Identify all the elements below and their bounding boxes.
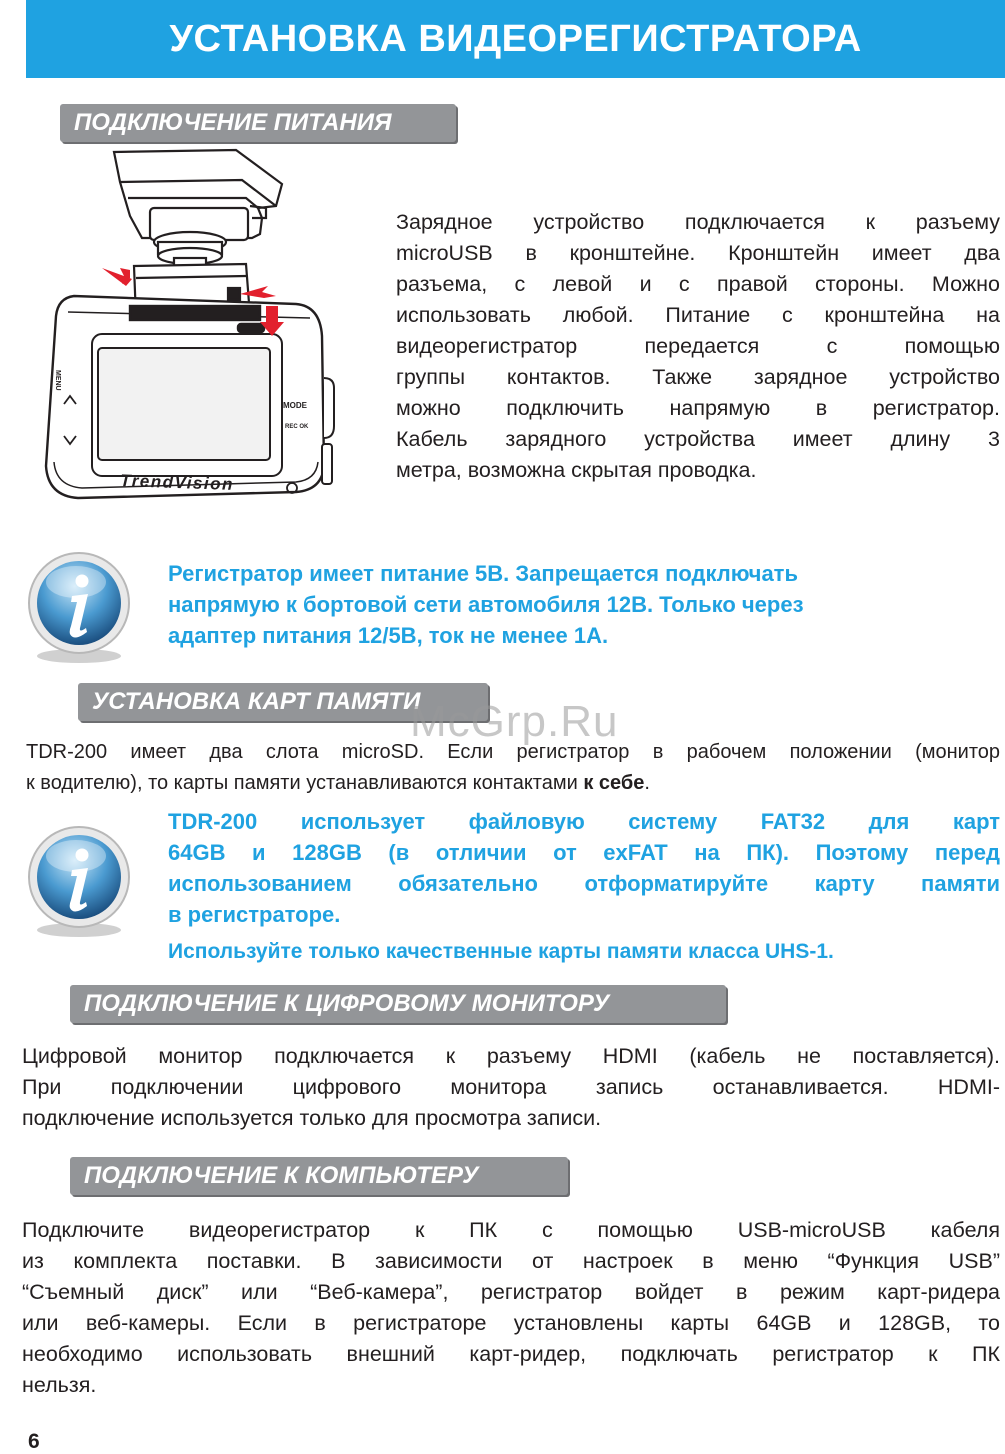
- power-note-line-3: адаптер питания 12/5В, ток не менее 1А.: [168, 623, 609, 648]
- info-icon: [24, 548, 134, 666]
- mode-label: MODE: [283, 401, 307, 410]
- memory-note-line-4: в регистраторе.: [168, 902, 341, 927]
- memory-note-line-2: 64GB и 128GB (в отличии от exFAT на ПК). Поэтому перед: [168, 840, 1000, 865]
- power-line-2: microUSB в кронштейне. Кронштейн имеет два: [396, 241, 1000, 265]
- memory-line-2-bold: к себе: [583, 772, 645, 794]
- section-heading-monitor-label: ПОДКЛЮЧЕНИЕ К ЦИФРОВОМУ МОНИТОРУ: [84, 990, 610, 1017]
- page-title: УСТАНОВКА ВИДЕОРЕГИСТРАТОРА: [169, 17, 862, 60]
- memory-line-1: TDR-200 имеет два слота microSD. Если регистратор в рабочем положении (монитор: [26, 741, 1000, 763]
- menu-label: MENU: [54, 370, 61, 391]
- power-line-4: использовать любой. Питание с кронштейна на: [396, 303, 1000, 327]
- computer-line-6: нельзя.: [22, 1373, 97, 1397]
- computer-line-5: необходимо использовать внешний карт-ридер, подключать регистратор к ПК: [22, 1342, 1000, 1366]
- memory-line-2: [26, 768, 1000, 799]
- info-icon-2: [24, 822, 134, 940]
- computer-description: [22, 1215, 1000, 1401]
- power-line-3: разъема, с левой и с правой стороны. Можно: [396, 272, 1000, 296]
- monitor-line-3: подключение используется только для просмотра записи.: [22, 1106, 602, 1130]
- page-number: 6: [28, 1430, 40, 1453]
- section-heading-computer: [70, 1157, 568, 1195]
- section-heading-memory-label: УСТАНОВКА КАРТ ПАМЯТИ: [92, 688, 421, 715]
- computer-line-2: из комплекта поставки. В зависимости от настроек в меню “Функция USB”: [22, 1249, 1000, 1273]
- monitor-line-2: При подключении цифрового монитора запись останавливается. HDMI-: [22, 1075, 1000, 1099]
- section-heading-power-label: ПОДКЛЮЧЕНИЕ ПИТАНИЯ: [74, 109, 392, 136]
- power-line-6: группы контактов. Также зарядное устройство: [396, 365, 1000, 389]
- memory-card-class-note: [168, 936, 1004, 967]
- brand-logo: TrendVision: [119, 471, 235, 494]
- power-warning: [168, 558, 1000, 651]
- power-note-line-1: Регистратор имеет питание 5В. Запрещается подключать: [168, 561, 798, 586]
- power-line-8: Кабель зарядного устройства имеет длину 3: [396, 427, 1000, 451]
- power-line-1: Зарядное устройство подключается к разъему: [396, 210, 1000, 234]
- computer-line-1: Подключите видеорегистратор к ПК с помощью USB-microUSB кабеля: [22, 1218, 1000, 1242]
- computer-line-4: или веб-камеры. Если в регистраторе установлены карты 64GB и 128GB, то: [22, 1311, 1000, 1335]
- dashcam-body: [46, 296, 334, 498]
- section-heading-power: [60, 104, 456, 142]
- power-note-line-2: напрямую к бортовой сети автомобиля 12В. Только через: [168, 592, 804, 617]
- section-heading-computer-label: ПОДКЛЮЧЕНИЕ К КОМПЬЮТЕРУ: [84, 1162, 479, 1189]
- computer-line-3: “Съемный диск” или “Веб-камера”, регистратор войдет в режим карт-ридера: [22, 1280, 1000, 1304]
- memory-note-line-3: использованием обязательно отформатируйте карту памяти: [168, 871, 1000, 896]
- section-heading-monitor: [70, 985, 726, 1023]
- power-line-7: можно подключить напрямую в регистратор.: [396, 396, 1000, 420]
- memory-line-2-prefix: к водителю), то карты памяти устанавливаются контактами: [26, 772, 584, 794]
- watermark: McGrp.Ru: [410, 697, 619, 746]
- monitor-line-1: Цифровой монитор подключается к разъему HDMI (кабель не поставляется).: [22, 1044, 1000, 1068]
- rec-label: REC OK: [285, 424, 309, 430]
- memory-line-2-suffix: .: [644, 772, 650, 794]
- power-line-5: видеорегистратор передается с помощью: [396, 334, 1000, 358]
- memory-note-line-1: TDR-200 использует файловую систему FAT32 для карт: [168, 809, 1000, 834]
- memory-note-extra: Используйте только качественные карты памяти класса UHS-1.: [168, 940, 834, 963]
- memory-warning: [168, 806, 1000, 930]
- monitor-description: [22, 1041, 1000, 1134]
- power-description: [396, 207, 1000, 486]
- power-line-9: метра, возможна скрытая проводка.: [396, 458, 757, 482]
- page-title-banner: [26, 0, 1005, 78]
- dashcam-illustration: [40, 146, 340, 536]
